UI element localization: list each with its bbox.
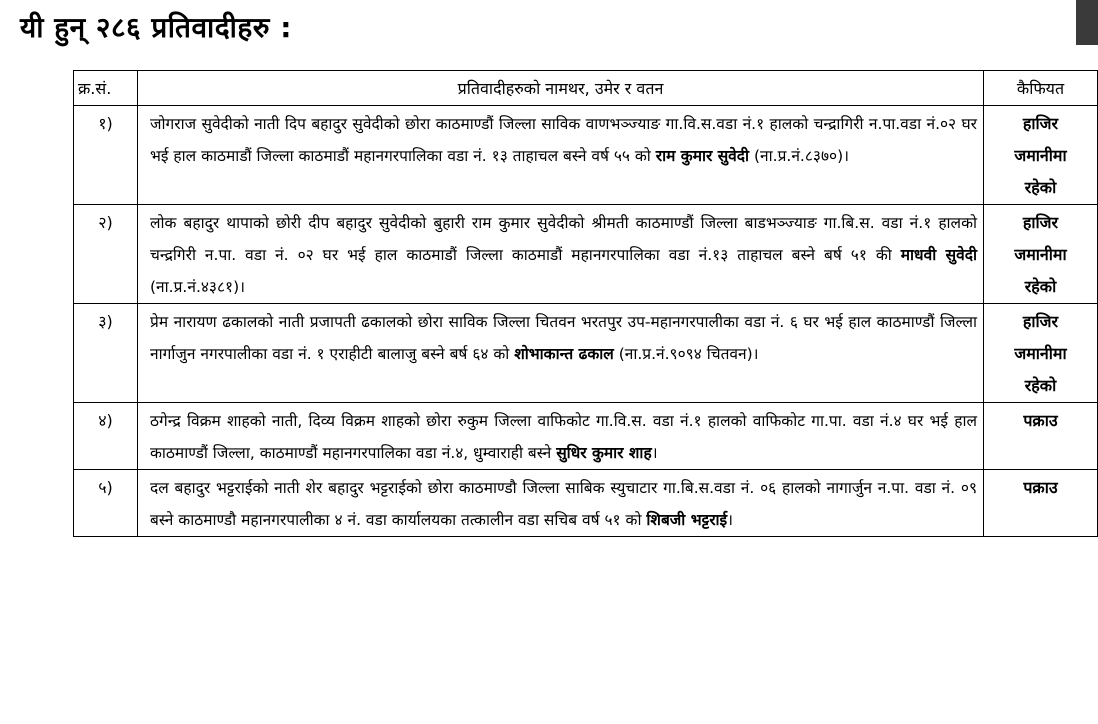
table-row <box>74 304 1098 403</box>
row-remarks <box>984 403 1098 470</box>
header-description: प्रतिवादीहरुको नामथर, उमेर र वतन <box>138 71 984 106</box>
description-suffix: (ना.प्र.नं.४३८१)। <box>150 278 246 296</box>
row-serial: ५) <box>74 470 138 537</box>
table-row <box>74 403 1098 470</box>
defendant-name: शोभाकान्त ढकाल <box>514 345 614 363</box>
description-text: लोक बहादुर थापाको छोरी दीप बहादुर सुवेदीको बुहारी राम कुमार सुवेदीको श्रीमती काठमाण्डौं जिल्ला बाडभञ्ज्याङ गा.बि.स. वडा नं.१ हालको चन्द्रगिरी न.पा. वडा नं. ०२ घर भई हाल काठमाडौं जिल्ला काठमाडौं महानगरपालिका वडा नं.१३ ताहाचल बस्ने बर्ष ५१ की <box>150 214 977 264</box>
remark-line: हाजिर <box>1022 312 1059 331</box>
remark-line: जमानीमा <box>1014 344 1067 363</box>
row-serial: ३) <box>74 304 138 403</box>
description-suffix: । <box>727 511 734 529</box>
defendant-name: माधवी सुवेदी <box>900 246 977 264</box>
row-serial: २) <box>74 205 138 304</box>
description-suffix: (ना.प्र.नं.९०९४ चितवन)। <box>613 345 759 363</box>
corner-block <box>1076 0 1098 45</box>
description-text: प्रेम नारायण ढकालको नाती प्रजापती ढकालको छोरा साविक जिल्ला चितवन भरतपुर उप-महानगरपालीका वडा नं. ६ घर भई हाल काठमाण्डौं जिल्ला नार्गाजुन नगरपालीका वडा नं. १ एराहीटी बालाजु बस्ने बर्ष ६४ को <box>150 313 977 363</box>
remark-line: पक्राउ <box>1023 478 1058 497</box>
row-description <box>138 304 984 403</box>
description-text: दल बहादुर भट्टराईको नाती शेर बहादुर भट्टराईको छोरा काठमाण्डौ जिल्ला साबिक स्युचाटार गा.बि.स.वडा नं. ०६ हालको नागार्जुन न.पा. वडा नं. ०९ बस्ने काठमाण्डौ महानगरपालीका ४ नं. वडा कार्यालयका तत्कालीन वडा सचिब वर्ष ५१ को <box>150 479 977 529</box>
row-description <box>138 106 984 205</box>
defendant-name: सुधिर कुमार शाह <box>556 444 652 462</box>
row-description <box>138 470 984 537</box>
remark-line: रहेको <box>1024 178 1057 197</box>
row-remarks <box>984 304 1098 403</box>
row-description <box>138 205 984 304</box>
description-suffix: (ना.प्र.नं.८३७०)। <box>749 147 850 165</box>
row-description <box>138 403 984 470</box>
description-text: जोगराज सुवेदीको नाती दिप बहादुर सुवेदीको छोरा काठमाण्डौं जिल्ला साविक वाणभञ्ज्याङ गा.वि.स.वडा नं.१ हालको चन्द्रागिरी न.पा.वडा नं.०२ घर भई हाल काठमाडौं जिल्ला काठमाडौं महानगरपालिका वडा नं. १३ ताहाचल बस्ने वर्ष ५५ को <box>150 115 977 165</box>
row-remarks <box>984 205 1098 304</box>
row-serial: १) <box>74 106 138 205</box>
row-remarks <box>984 106 1098 205</box>
remark-line: हाजिर <box>1022 114 1059 133</box>
remark-line: पक्राउ <box>1023 411 1058 430</box>
remark-line: रहेको <box>1024 277 1057 296</box>
defendant-name: शिबजी भट्टराई <box>646 511 728 529</box>
description-suffix: । <box>651 444 658 462</box>
table-row <box>74 470 1098 537</box>
defendant-name: राम कुमार सुवेदी <box>655 147 750 165</box>
table-header-row <box>74 71 1098 106</box>
row-remarks <box>984 470 1098 537</box>
table-row <box>74 205 1098 304</box>
remark-line: हाजिर <box>1022 213 1059 232</box>
remark-line: रहेको <box>1024 376 1057 395</box>
remark-line: जमानीमा <box>1014 245 1067 264</box>
description-text: ठगेन्द्र विक्रम शाहको नाती, दिव्य विक्रम शाहको छोरा रुकुम जिल्ला वाफिकोट गा.वि.स. वडा नं.१ हालको वाफिकोट गा.पा. वडा नं.४ घर भई हाल काठमाण्डौं जिल्ला, काठमाण्डौं महानगरपालिका वडा नं.४, धुम्वाराही बस्ने <box>150 412 977 462</box>
defendants-table <box>73 70 1098 537</box>
page-heading: यी हुन् २८६ प्रतिवादीहरु : <box>20 11 292 44</box>
header-remarks: कैफियत <box>984 71 1098 106</box>
row-serial: ४) <box>74 403 138 470</box>
table-row <box>74 106 1098 205</box>
header-serial: क्र.सं. <box>74 71 138 106</box>
remark-line: जमानीमा <box>1014 146 1067 165</box>
